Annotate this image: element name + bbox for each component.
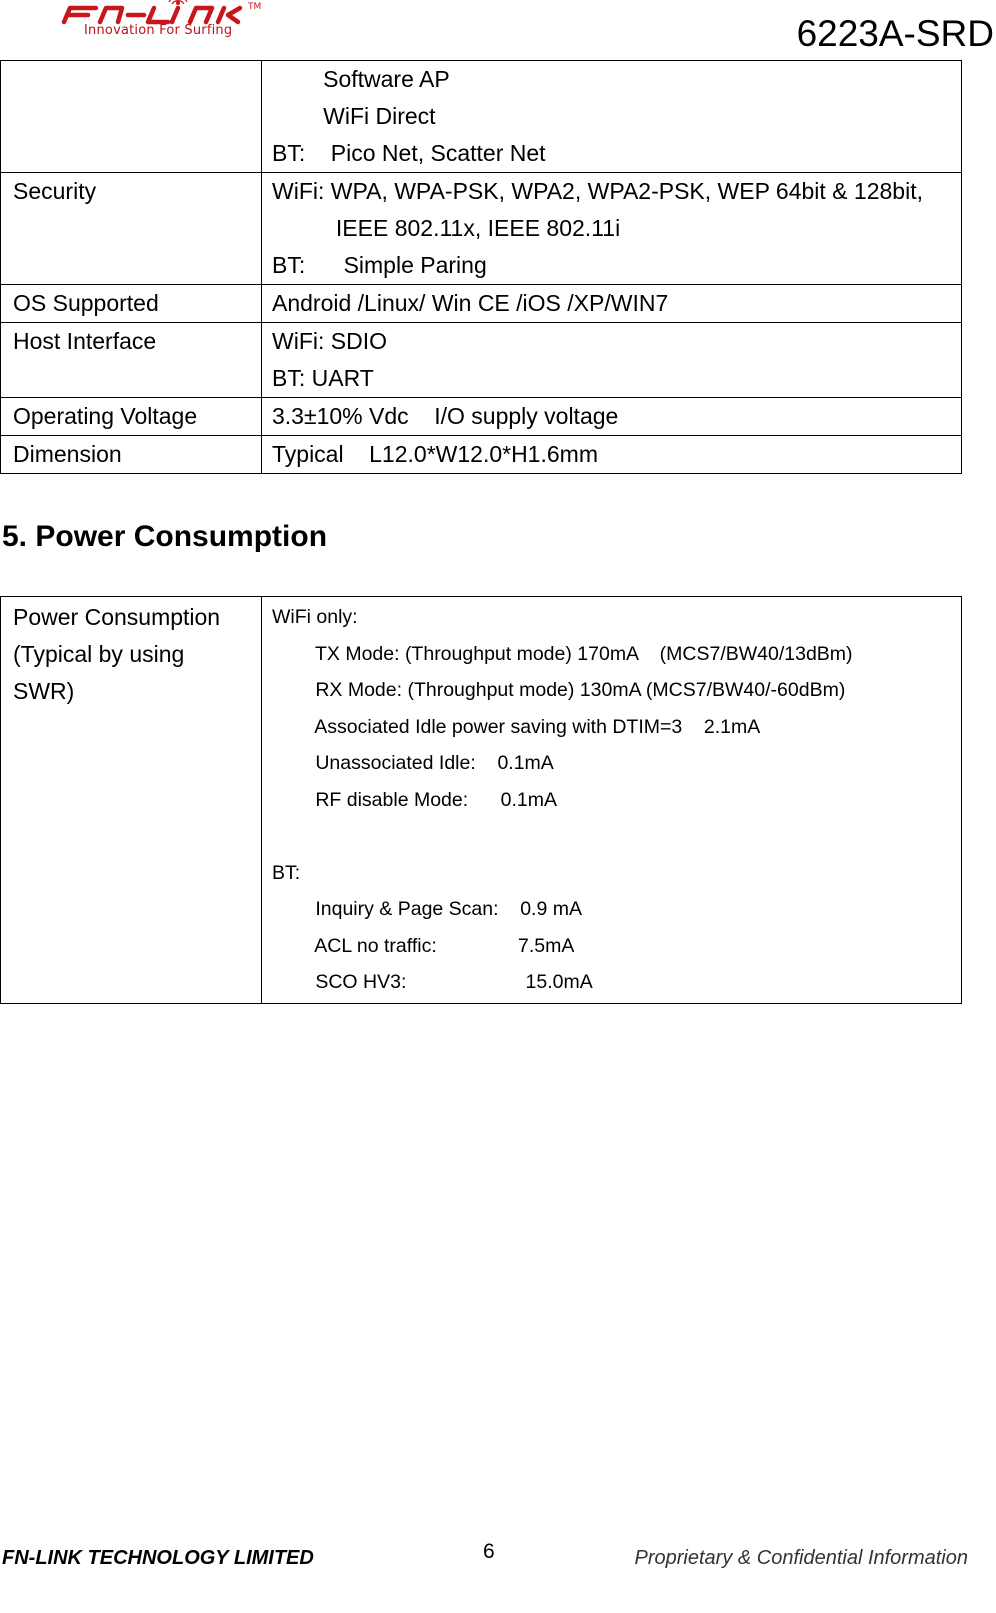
spec-line: WiFi Direct: [272, 103, 436, 129]
power-line: BT:: [272, 861, 301, 884]
page-header: [0, 0, 996, 62]
spec-label: [1, 61, 262, 173]
spec-line: WiFi: WPA, WPA-PSK, WPA2, WPA2-PSK, WEP 64bit & 128bit,: [272, 178, 923, 204]
spec-line: BT: UART: [272, 365, 374, 391]
power-value: [262, 597, 962, 1004]
spec-line: BT: Simple Paring: [272, 252, 487, 278]
spec-line: Software AP: [272, 66, 450, 92]
spec-line: BT: Pico Net, Scatter Net: [272, 140, 546, 166]
power-line: Unassociated Idle: 0.1mA: [272, 752, 554, 774]
spec-row-modes: [1, 61, 962, 173]
power-line: [272, 818, 961, 855]
power-label-line: (Typical by using: [13, 641, 185, 667]
spec-value: [262, 436, 962, 474]
power-label-line: Power Consumption: [13, 604, 221, 630]
spec-value: [262, 285, 962, 323]
spec-row-voltage: [1, 398, 962, 436]
section-heading: 5. Power Consumption: [2, 520, 328, 553]
spec-label-text: Operating Voltage: [13, 403, 198, 429]
spec-row-os: [1, 285, 962, 323]
spec-row-security: [1, 173, 962, 285]
power-line: ACL no traffic: 7.5mA: [272, 934, 575, 957]
spec-label-text: Host Interface: [13, 328, 157, 354]
spec-line: IEEE 802.11x, IEEE 802.11i: [272, 215, 621, 241]
spec-value: [262, 398, 962, 436]
power-line: RF disable Mode: 0.1mA: [272, 788, 558, 811]
spec-line: Typical L12.0*W12.0*H1.6mm: [272, 441, 598, 467]
page-number: 6: [483, 1540, 495, 1563]
spec-label: [1, 398, 262, 436]
power-line: SCO HV3: 15.0mA: [272, 971, 593, 993]
spec-line: WiFi: SDIO: [272, 328, 387, 354]
spec-label: [1, 173, 262, 285]
power-line: RX Mode: (Throughput mode) 130mA (MCS7/BW40/-60dBm): [272, 679, 846, 701]
footer-confidentiality: Proprietary & Confidential Information: [634, 1547, 968, 1569]
spec-value: [262, 173, 962, 285]
power-row: [1, 597, 962, 1004]
spec-line: Android /Linux/ Win CE /iOS /XP/WIN7: [272, 290, 669, 316]
spec-row-dimension: [1, 436, 962, 474]
spec-value: [262, 61, 962, 173]
spec-row-host-interface: [1, 323, 962, 398]
page-footer: [0, 1540, 996, 1573]
power-line: Associated Idle power saving with DTIM=3 2.1mA: [272, 715, 761, 738]
power-table: [0, 596, 962, 1004]
spec-label: [1, 285, 262, 323]
spec-label: [1, 436, 262, 474]
spec-label-text: Dimension: [13, 441, 122, 467]
footer-company: FN-LINK TECHNOLOGY LIMITED: [2, 1547, 314, 1569]
spec-table: [0, 60, 962, 474]
spec-label-text: Security: [13, 178, 97, 204]
spec-label-text: OS Supported: [13, 290, 159, 316]
logo-trademark: TM: [248, 2, 262, 12]
spec-value: [262, 323, 962, 398]
spec-label: [1, 323, 262, 398]
logo-tagline: Innovation For Surfing: [84, 23, 233, 38]
spec-line: 3.3±10% Vdc I/O supply voltage: [272, 403, 619, 429]
power-line: TX Mode: (Throughput mode) 170mA (MCS7/BW40/13dBm): [272, 642, 853, 665]
power-label: [1, 597, 262, 1004]
power-line: Inquiry & Page Scan: 0.9 mA: [272, 898, 582, 920]
power-label-line: SWR): [13, 678, 75, 704]
power-line: WiFi only:: [272, 606, 358, 628]
document-id: 6223A-SRD: [796, 13, 994, 54]
